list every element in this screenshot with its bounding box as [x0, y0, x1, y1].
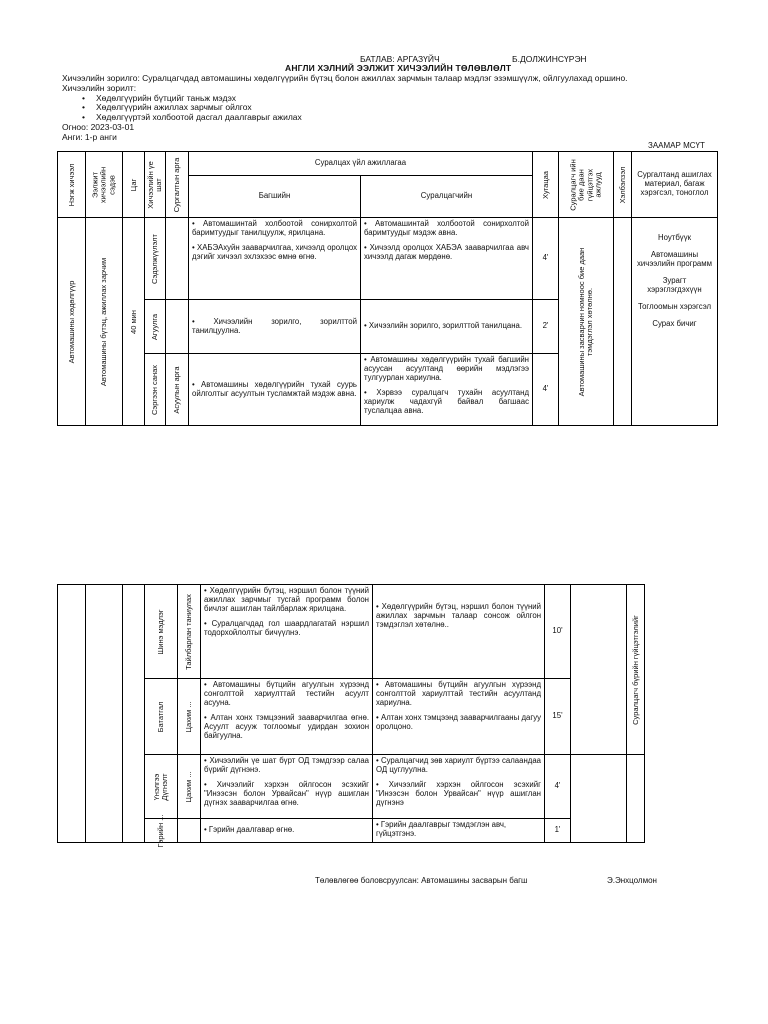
stage-cell: Шинэ мэдлэг — [145, 585, 178, 679]
time-cell — [123, 585, 145, 843]
goals-list — [82, 94, 742, 123]
empty-cell — [645, 585, 732, 843]
student-activity: • Автомашинтай холбоотой сонирхолтой баримтуудыг мэдэж авна. • Хичээлд оролцох ХАБЭА зааварчилгаа авч хичээлд дагаж мөрдөнө. — [361, 218, 533, 300]
duration-cell: 15' — [545, 679, 571, 755]
lesson-objective: Хичээлийн зорилго: Суралцагчдад автомашины хөдөлгүүрийн бүтэц болон ажиллах зарчмын талаар мэдлэг эзэмшүүлж, ойлгуулахад оршино. — [62, 73, 628, 83]
student-activity: • Автомашины хөдөлгүүрийн тухай багшийн асуусан асуултанд өөрийн мэдлэгээ тулгуурлан хариулна. • Хэрвээ суралцагч тухайн асуултанд хариулж чадахгүй байвал багшаас туслалцаа авна. — [361, 354, 533, 426]
stage-cell: Үнэлгээ Дүгнэлт — [145, 755, 178, 819]
lesson-plan-table-continued — [57, 584, 732, 847]
lesson-cell: Автомашины бүтэц, ажиллах зарчим — [86, 218, 123, 426]
duration-cell: 4' — [533, 218, 559, 300]
lesson-plan-table — [57, 151, 718, 426]
teacher-activity: • Автомашины хөдөлгүүрийн тухай суурь ойлголтыг асуултын тусламжтай мэдэж авна. — [189, 354, 361, 426]
student-activity: • Суралцагчид зөв хариулт бүртээ салаандаа ОД цуглуулна. • Хичээлийг хэрхэн ойлгосон эсэхийг "Инээсэн болон Урвайсан" нүүр ашиглан дүгнэнэ — [373, 755, 545, 819]
teacher-activity: • Автомашины бүтцийн агуулгын хүрээнд сонголттой хариулттай тестийн асуулт асууна. • Алтан хонх тэмцээний зааварчилгаа өгнө. Асуулт асууж тоглоомыг удирдан зохион байгуулна. — [201, 679, 373, 755]
col-student: Суралцагчийн — [361, 176, 533, 218]
signature-name: Э.Энхцолмон — [607, 876, 657, 885]
assessment-spacer — [571, 755, 627, 843]
table-header-row — [58, 152, 718, 176]
method-cell: Цахим ... — [178, 679, 201, 755]
teacher-activity: • Хөдөлгүүрийн бүтэц, нэршил болон түүний ажиллах зарчмыг тусгай программ болон бичлэг ашиглан тайлбарлаж ярилцана. • Суралцагчдад гол шаардлагатай нэршил тодорхойлолтыг бичүүлнэ. — [201, 585, 373, 679]
col-activities: Суралцах үйл ажиллагаа — [189, 152, 533, 176]
col-module: Нэгж хичээл — [58, 152, 86, 218]
col-stage: Хичээлийн үе шат — [145, 152, 166, 218]
teacher-activity: • Гэрийн даалгавар өгнө. — [201, 819, 373, 843]
duration-cell: 1' — [545, 819, 571, 843]
table-row — [58, 218, 718, 300]
method-cell: Асуулын арга — [166, 354, 189, 426]
col-duration: Хугацаа — [533, 152, 559, 218]
goal-item: • Хөдөлгүүртэй холбоотой дасгал даалгаврыг ажилах — [82, 113, 742, 123]
col-lesson: Ээлжит хичээлийн сэдэв — [86, 152, 123, 218]
student-activity: • Хөдөлгүүрийн бүтэц, нэршил болон түүний ажиллах зарчмын талаар сонсож ойлгон тэмдэглэл хөтөлнө.. — [373, 585, 545, 679]
approve-label: БАТЛАВ: АРГАЗҮЙЧ — [360, 54, 440, 64]
time-cell: 40 мин — [123, 218, 145, 426]
document-title: АНГЛИ ХЭЛНИЙ ЭЭЛЖИТ ХИЧЭЭЛИЙН ТӨЛӨВЛӨЛТ — [285, 63, 512, 73]
assessment-cell: Автомашины засварчин номноос бие даан тэмдэглэл хөтөлнө. — [559, 218, 614, 426]
extra-cell — [614, 218, 632, 426]
materials-cell: Ноутбүүк Автомашины хичээлийн программ Зурагт хэрэглэгдэхүүн Тоглоомын хэрэгсэл Сурах бичиг — [632, 218, 718, 426]
school-name: ЗААМАР МСҮТ — [648, 141, 705, 150]
module-cell — [58, 585, 86, 843]
col-assessment: Суралцагч ийн бие даан гүйцэтгэх ажлууд — [559, 152, 614, 218]
assessment-spacer — [571, 585, 627, 755]
approver-name: Б.ДОЛЖИНСҮРЭН — [512, 54, 587, 64]
stage-cell: Гэрийн ... — [145, 819, 178, 843]
student-activity: • Гэрийн даалгаврыг тэмдэглэн авч, гүйцэтгэнэ. — [373, 819, 545, 843]
duration-cell: 2' — [533, 300, 559, 354]
stage-cell: Сэдэлжүүлэлт — [145, 218, 166, 300]
teacher-activity: • Хичээлийн үе шат бүрт ОД тэмдгээр салаа бүрийг дүгнэнэ. • Хичээлийг хэрхэн ойлгосон эсэхийг "Инээсэн болон Урвайсан" нүүр ашиглан дүгнэх зааварчилгаа өгнө. — [201, 755, 373, 819]
lesson-info — [62, 74, 742, 142]
method-cell — [166, 300, 189, 354]
col-materials: Сургалтанд ашиглах материал, багаж хэрэгсэл, тоноглол — [632, 152, 718, 218]
method-cell: Тайлбарлан таниулах — [178, 585, 201, 679]
method-cell: Цахим ... — [178, 755, 201, 819]
col-extra: Хэлбэлзэл — [614, 152, 632, 218]
lesson-date: Огноо: 2023-03-01 — [62, 121, 135, 132]
module-cell: Автомашины хөдөлгүүр — [58, 218, 86, 426]
col-time: Цаг — [123, 152, 145, 218]
student-activity: • Хичээлийн зорилго, зорилттой танилцана. — [361, 300, 533, 354]
goal-item: • Хөдөлгүүрийн ажиллах зарчмыг ойлгох — [82, 103, 742, 113]
stage-cell: Бататгал — [145, 679, 178, 755]
teacher-activity: • Автомашинтай холбоотой сонирхолтой баримтуудыг танилцуулж, ярилцана. • ХАБЭАхуйн зааварчилгаа, хичээлд оролцох дэгийг хичээл эхлэхээс өмнө өгнө. — [189, 218, 361, 300]
footer — [315, 876, 695, 885]
method-cell — [178, 819, 201, 843]
duration-cell: 10' — [545, 585, 571, 679]
student-activity: • Автомашины бүтцийн агуулгын хүрээнд сонголттой хариулттай тестийн асуултанд хариулна. • Алтан хонх тэмцээнд зааварчилгааны дагуу оролцоно. — [373, 679, 545, 755]
col-teacher: Багшийн — [189, 176, 361, 218]
duration-cell: 4' — [545, 755, 571, 819]
method-cell — [166, 218, 189, 300]
duration-cell: 4' — [533, 354, 559, 426]
stage-cell: Агуулга — [145, 300, 166, 354]
goals-label: Хичээлийн зорилт: — [62, 82, 137, 93]
assessment-cell: Суралцагч бүрийн гүйцэтгэлийг — [627, 585, 645, 755]
table-row — [58, 755, 732, 819]
teacher-activity: • Хичээлийн зорилго, зорилттой танилцуулна. — [189, 300, 361, 354]
col-method: Сургалтын арга — [166, 152, 189, 218]
lesson-cell — [86, 585, 123, 843]
table-row — [58, 585, 732, 679]
goal-item: • Хөдөлгүүрийн бүтцийг таньж мэдэх — [82, 94, 742, 104]
extra-cell — [627, 755, 645, 843]
lesson-class: Анги: 1-р анги — [62, 131, 117, 142]
prepared-by: Төлөвлөгөө боловсруулсан: Автомашины засварын багш — [315, 876, 528, 885]
stage-cell: Сэргээн санах — [145, 354, 166, 426]
